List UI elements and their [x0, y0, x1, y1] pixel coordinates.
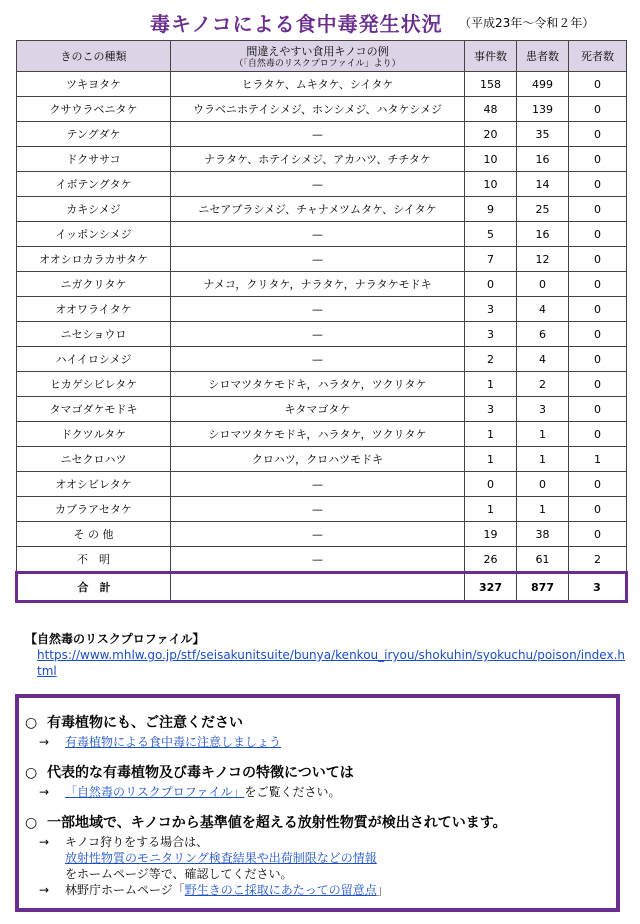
deaths-cell: 0	[569, 297, 627, 322]
mushroom-name-cell: ハイイロシメジ	[17, 347, 171, 372]
mushroom-name-cell: ツキヨタケ	[17, 72, 171, 97]
patients-cell: 16	[517, 147, 569, 172]
mushroom-name-cell: ドクササコ	[17, 147, 171, 172]
mushroom-name-cell: ニセクロハツ	[17, 447, 171, 472]
arrow-icon: →	[39, 785, 50, 799]
cases-cell: 48	[465, 97, 517, 122]
confused-edible-cell: クロハツ，クロハツモドキ	[171, 447, 465, 472]
cases-cell: 2	[465, 347, 517, 372]
confused-edible-cell: —	[171, 122, 465, 147]
notice-item-3-sub3-suffix: 」	[376, 883, 389, 897]
deaths-cell: 0	[569, 322, 627, 347]
table-row	[17, 222, 627, 247]
confused-edible-cell: シロマツタケモドキ，ハラタケ，ツクリタケ	[171, 422, 465, 447]
mushroom-name-cell: 不 明	[17, 547, 171, 573]
total-deaths: 3	[569, 573, 627, 602]
confused-edible-cell: —	[171, 497, 465, 522]
confused-edible-cell: キタマゴタケ	[171, 397, 465, 422]
notice-item-1-text: 有毒植物にも、ご注意ください	[47, 715, 243, 731]
mushroom-name-cell: そ の 他	[17, 522, 171, 547]
mushroom-name-cell: ニガクリタケ	[17, 272, 171, 297]
mushroom-name-cell: イッポンシメジ	[17, 222, 171, 247]
mushroom-name-cell: カキシメジ	[17, 197, 171, 222]
total-patients: 877	[517, 573, 569, 602]
reference-link[interactable]: https://www.mhlw.go.jp/stf/seisakunitsuite/bunya/kenkou_iryou/shokuhin/syokuchu/poison/index.html	[37, 648, 625, 678]
table-row	[17, 72, 627, 97]
table-row	[17, 147, 627, 172]
patients-cell: 4	[517, 347, 569, 372]
patients-cell: 35	[517, 122, 569, 147]
table-row	[17, 522, 627, 547]
cases-cell: 3	[465, 397, 517, 422]
header-confused-sub: （「自然毒のリスクプロファイル」より）	[234, 58, 401, 69]
notice-item-2-text: 代表的な有毒植物及び毒キノコの特徴については	[47, 765, 354, 781]
deaths-cell: 0	[569, 397, 627, 422]
poisoning-table	[15, 40, 628, 603]
mushroom-name-cell: オオシビレタケ	[17, 472, 171, 497]
mushroom-name-cell: ヒカゲシビレタケ	[17, 372, 171, 397]
table-row	[17, 372, 627, 397]
cases-cell: 20	[465, 122, 517, 147]
header-mushroom-type: きのこの種類	[17, 41, 171, 72]
deaths-cell: 0	[569, 72, 627, 97]
circle-bullet-icon: ○	[25, 765, 38, 781]
cases-cell: 7	[465, 247, 517, 272]
notice-item-3	[25, 812, 507, 832]
cases-cell: 1	[465, 372, 517, 397]
mushroom-name-cell: ニセショウロ	[17, 322, 171, 347]
confused-edible-cell: ニセアブラシメジ、チャナメツムタケ、シイタケ	[171, 197, 465, 222]
wild-mushroom-notes-link[interactable]: 野生きのこ採取にあたっての留意点	[184, 883, 377, 897]
notice-item-1-sub	[39, 734, 281, 750]
cases-cell: 1	[465, 497, 517, 522]
mushroom-name-cell: テングダケ	[17, 122, 171, 147]
patients-cell: 16	[517, 222, 569, 247]
notice-item-3-sub1: キノコ狩りをする場合は、	[65, 835, 209, 849]
mushroom-name-cell: イボテングタケ	[17, 172, 171, 197]
cases-cell: 158	[465, 72, 517, 97]
notice-item-2	[25, 762, 354, 782]
cases-cell: 19	[465, 522, 517, 547]
notice-item-3-sub3-prefix: 林野庁ホームページ「	[65, 883, 185, 897]
patients-cell: 3	[517, 397, 569, 422]
header-deaths: 死者数	[569, 41, 627, 72]
header-cases: 事件数	[465, 41, 517, 72]
circle-bullet-icon: ○	[25, 815, 38, 831]
deaths-cell: 0	[569, 222, 627, 247]
total-label: 合 計	[17, 573, 171, 602]
confused-edible-cell: —	[171, 247, 465, 272]
mushroom-name-cell: クサウラベニタケ	[17, 97, 171, 122]
header-patients: 患者数	[517, 41, 569, 72]
patients-cell: 1	[517, 497, 569, 522]
confused-edible-cell: —	[171, 547, 465, 573]
deaths-cell: 0	[569, 347, 627, 372]
cases-cell: 5	[465, 222, 517, 247]
confused-edible-cell: —	[171, 347, 465, 372]
cases-cell: 0	[465, 272, 517, 297]
title-row	[0, 6, 640, 38]
table-row	[17, 472, 627, 497]
deaths-cell: 0	[569, 497, 627, 522]
patients-cell: 61	[517, 547, 569, 573]
cases-cell: 10	[465, 172, 517, 197]
cases-cell: 3	[465, 322, 517, 347]
patients-cell: 1	[517, 422, 569, 447]
notice-item-3-text: 一部地域で、キノコから基準値を超える放射性物質が検出されています。	[47, 815, 507, 831]
table-row	[17, 397, 627, 422]
cases-cell: 1	[465, 447, 517, 472]
table-row	[17, 197, 627, 222]
notice-item-2-suffix: をご覧ください。	[244, 785, 341, 799]
patients-cell: 0	[517, 272, 569, 297]
deaths-cell: 2	[569, 547, 627, 573]
table-body	[17, 72, 627, 573]
notice-item-3-sub	[39, 834, 389, 898]
arrow-icon: →	[39, 883, 50, 897]
confused-edible-cell: —	[171, 472, 465, 497]
confused-edible-cell: ナメコ，クリタケ，ナラタケ，ナラタケモドキ	[171, 272, 465, 297]
table-row	[17, 497, 627, 522]
confused-edible-cell: ナラタケ、ホテイシメジ、アカハツ、チチタケ	[171, 147, 465, 172]
deaths-cell: 0	[569, 422, 627, 447]
deaths-cell: 0	[569, 272, 627, 297]
deaths-cell: 0	[569, 372, 627, 397]
table-row	[17, 447, 627, 472]
notice-box	[15, 694, 620, 912]
radiation-monitoring-link[interactable]: 放射性物質のモニタリング検査結果や出荷制限などの情報	[65, 851, 377, 865]
confused-edible-cell: ヒラタケ、ムキタケ、シイタケ	[171, 72, 465, 97]
notice-item-1	[25, 712, 243, 732]
deaths-cell: 0	[569, 122, 627, 147]
arrow-icon: →	[39, 835, 50, 849]
deaths-cell: 1	[569, 447, 627, 472]
patients-cell: 6	[517, 322, 569, 347]
header-confused-main: 間違えやすい食用キノコの例	[246, 44, 389, 58]
arrow-icon: →	[39, 735, 50, 749]
deaths-cell: 0	[569, 147, 627, 172]
header-confused-edible	[171, 41, 465, 72]
table-row	[17, 172, 627, 197]
patients-cell: 14	[517, 172, 569, 197]
patients-cell: 38	[517, 522, 569, 547]
cases-cell: 1	[465, 422, 517, 447]
table-row	[17, 547, 627, 573]
risk-profile-link[interactable]: 「自然毒のリスクプロファイル」	[65, 785, 245, 799]
patients-cell: 4	[517, 297, 569, 322]
table-row	[17, 122, 627, 147]
cases-cell: 3	[465, 297, 517, 322]
deaths-cell: 0	[569, 97, 627, 122]
cases-cell: 0	[465, 472, 517, 497]
deaths-cell: 0	[569, 172, 627, 197]
mushroom-name-cell: ドクツルタケ	[17, 422, 171, 447]
patients-cell: 0	[517, 472, 569, 497]
patients-cell: 25	[517, 197, 569, 222]
confused-edible-cell: ウラベニホテイシメジ、ホンシメジ、ハタケシメジ	[171, 97, 465, 122]
total-cases: 327	[465, 573, 517, 602]
patients-cell: 12	[517, 247, 569, 272]
table-row	[17, 422, 627, 447]
table-row	[17, 247, 627, 272]
patients-cell: 2	[517, 372, 569, 397]
patients-cell: 1	[517, 447, 569, 472]
table-row	[17, 347, 627, 372]
table-header-row	[17, 41, 627, 72]
mushroom-name-cell: カブラアセタケ	[17, 497, 171, 522]
total-example	[171, 573, 465, 602]
patients-cell: 139	[517, 97, 569, 122]
notice-item-3-sub2: をホームページ等で、確認してください。	[65, 867, 293, 881]
patients-cell: 499	[517, 72, 569, 97]
confused-edible-cell: シロマツタケモドキ，ハラタケ，ツクリタケ	[171, 372, 465, 397]
deaths-cell: 0	[569, 197, 627, 222]
confused-edible-cell: —	[171, 522, 465, 547]
circle-bullet-icon: ○	[25, 715, 38, 731]
mushroom-name-cell: タマゴダケモドキ	[17, 397, 171, 422]
table-row	[17, 322, 627, 347]
reference-section	[25, 630, 625, 679]
mushroom-name-cell: オオシロカラカサタケ	[17, 247, 171, 272]
notice-item-2-sub	[39, 784, 341, 800]
table-row	[17, 272, 627, 297]
cases-cell: 26	[465, 547, 517, 573]
table-row	[17, 297, 627, 322]
deaths-cell: 0	[569, 247, 627, 272]
confused-edible-cell: —	[171, 172, 465, 197]
table-row	[17, 97, 627, 122]
deaths-cell: 0	[569, 522, 627, 547]
deaths-cell: 0	[569, 472, 627, 497]
mushroom-name-cell: オオワライタケ	[17, 297, 171, 322]
confused-edible-cell: —	[171, 297, 465, 322]
reference-heading: 【自然毒のリスクプロファイル】	[25, 632, 205, 646]
cases-cell: 9	[465, 197, 517, 222]
cases-cell: 10	[465, 147, 517, 172]
confused-edible-cell: —	[171, 222, 465, 247]
page-title: 毒キノコによる食中毒発生状況	[150, 12, 443, 36]
page-subtitle: （平成23年〜令和２年）	[459, 16, 595, 30]
toxic-plants-link[interactable]: 有毒植物による食中毒に注意しましょう	[65, 735, 282, 749]
total-row	[17, 573, 627, 602]
confused-edible-cell: —	[171, 322, 465, 347]
